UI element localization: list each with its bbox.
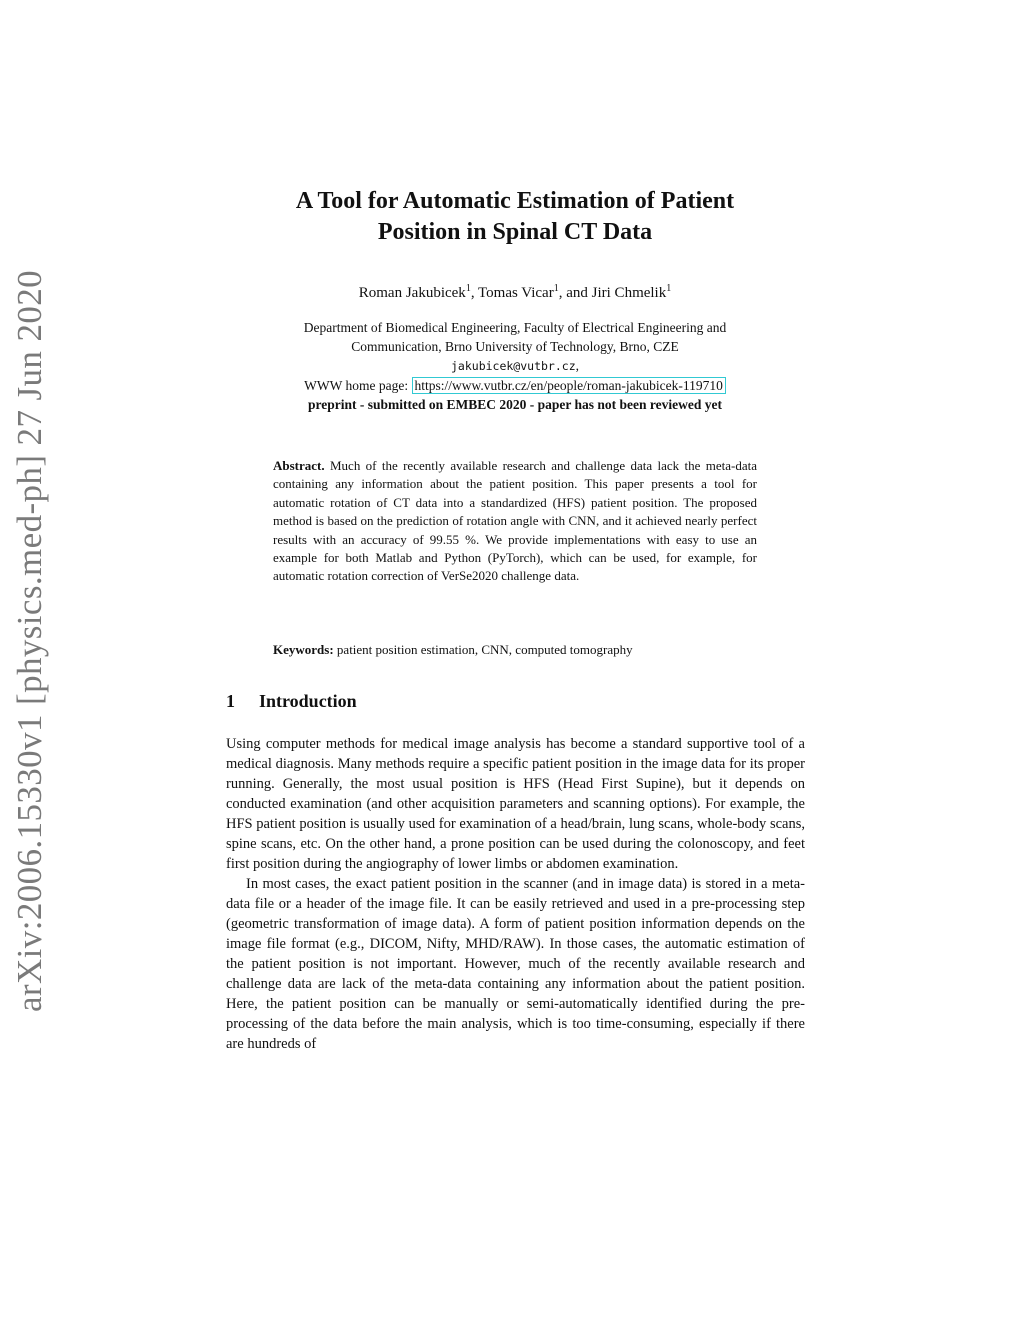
author-name: Jiri Chmelik [591, 285, 667, 301]
section-body [226, 734, 805, 1054]
title-line-1: A Tool for Automatic Estimation of Patient [295, 188, 735, 214]
homepage-label: WWW home page: [304, 378, 412, 393]
author-affiliation-mark: 1 [666, 283, 672, 294]
author-email[interactable]: jakubicek@vutbr.cz [451, 359, 576, 373]
affiliation-line-2: Communication, Brno University of Technology, Brno, CZE [351, 339, 679, 354]
section-heading [226, 691, 357, 712]
author-affiliation-mark: 1 [553, 283, 559, 294]
abstract-label: Abstract. [273, 458, 325, 473]
arxiv-identifier: arXiv:2006.15330v1 [physics.med-ph] 27 Jun 2020 [10, 269, 49, 1012]
author-affiliation-mark: 1 [465, 283, 471, 294]
author-list [215, 283, 815, 302]
email-suffix: , [575, 358, 579, 373]
author-separator: , [470, 285, 479, 301]
title-line-2: Position in Spinal CT Data [377, 219, 653, 245]
affiliation-block [215, 318, 815, 414]
abstract [273, 457, 757, 586]
author-name: Roman Jakubicek [358, 285, 466, 301]
body-paragraph: In most cases, the exact patient position in the scanner (and in image data) is stored in a meta-data file or a header of the image file. It can be easily retrieved and used in a pre-processing step (geometric transformation of image data). A form of patient position information depends on the image file format (e.g., DICOM, Nifty, MHD/RAW). In those cases, the automatic estimation of the patient position is not important. However, much of the recently available research and challenge data are lack of the meta-data containing any information about the patient position. Here, the patient position can be manually or semi-automatically identified during the pre-processing of the data before the main analysis, which is too time-consuming, especially if there are hundreds of [226, 876, 805, 1052]
paper-title [215, 186, 815, 248]
author-name: Tomas Vicar [478, 285, 554, 301]
section-title: Introduction [259, 691, 357, 711]
keywords [273, 641, 757, 659]
author-separator: , and [558, 285, 592, 301]
preprint-note: preprint - submitted on EMBEC 2020 - paper has not been reviewed yet [307, 397, 722, 412]
abstract-text: Much of the recently available research and challenge data lack the meta-data containing any information about the patient position. This paper presents a tool for automatic rotation of CT data into a standardized (HFS) patient position. The proposed method is based on the prediction of rotation angle with CNN, and it achieved nearly perfect results with an accuracy of 99.55 %. We provide implementations with easy to use an example for both Matlab and Python (PyTorch), which can be used, for example, for automatic rotation correction of VerSe2020 challenge data. [273, 458, 758, 584]
keywords-label: Keywords: [273, 642, 334, 657]
body-paragraph: Using computer methods for medical image analysis has become a standard supportive tool of a medical diagnosis. Many methods require a specific patient position in the image data for its proper running. Generally, the most usual position is HFS (Head First Supine), but it depends on conducted examination (and other acquisition parameters and scanning options). For example, the HFS patient position is usually used for examination of a head/brain, lung scans, whole-body scans, spine scans, etc. On the other hand, a prone position can be used during the colonoscopy, and feet first position during the angiography of lower limbs or abdomen examination. [226, 736, 805, 872]
affiliation-line-1: Department of Biomedical Engineering, Faculty of Electrical Engineering and [303, 320, 727, 335]
homepage-link[interactable]: https://www.vutbr.cz/en/people/roman-jakubicek-119710 [412, 377, 726, 394]
keywords-text: patient position estimation, CNN, computed tomography [336, 642, 633, 657]
section-number: 1 [226, 691, 235, 711]
